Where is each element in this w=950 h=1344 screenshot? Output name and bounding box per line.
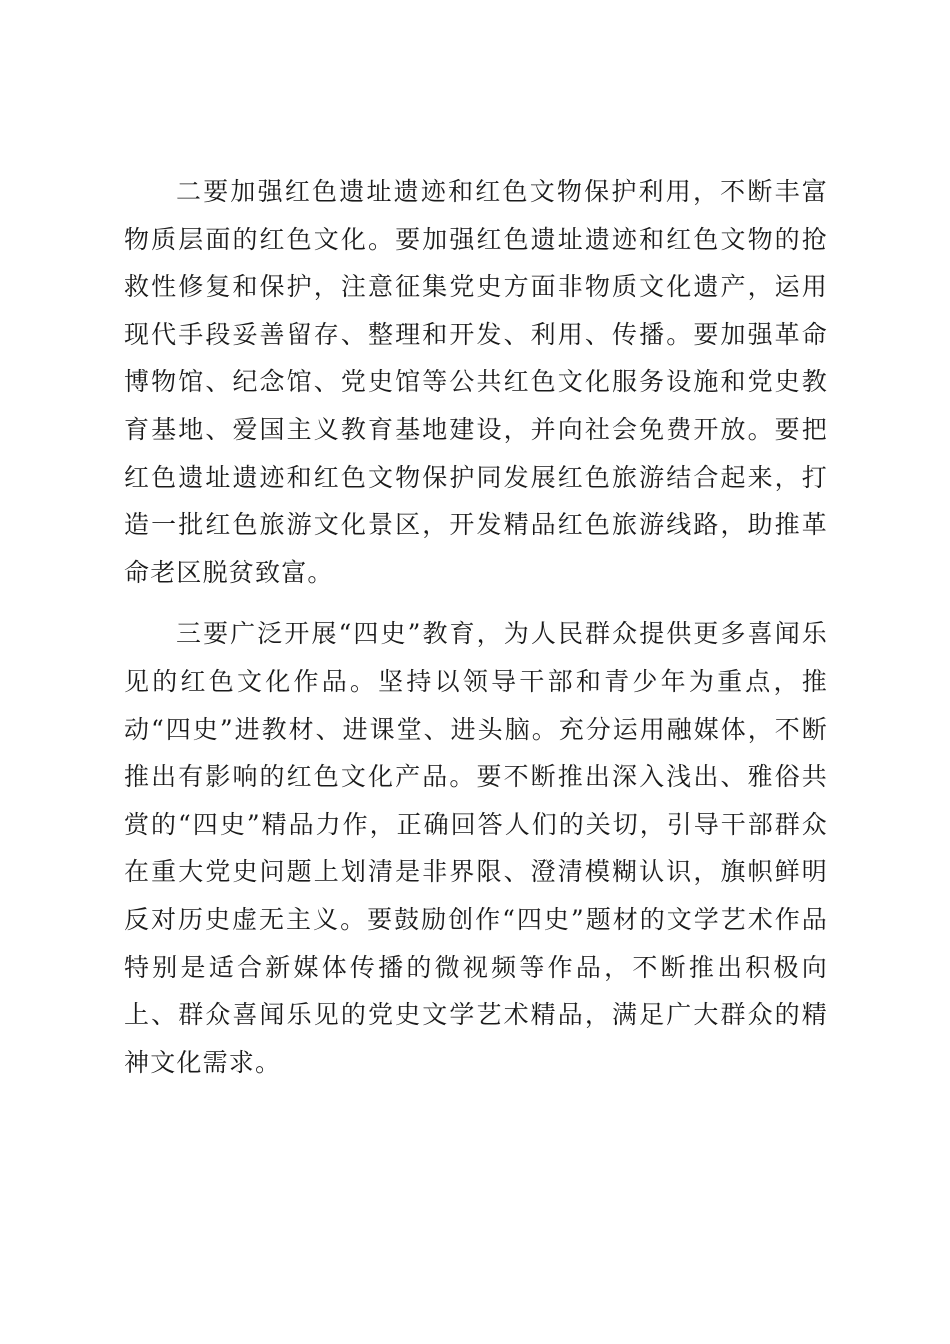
document-body <box>124 168 828 1086</box>
paragraph-four-histories-education: 三要广泛开展“四史”教育，为人民群众提供更多喜闻乐见的红色文化作品。坚持以领导干部和青少年为重点，推动“四史”进教材、进课堂、进头脑。充分运用融媒体，不断推出有影响的红色文化产品。要不断推出深入浅出、雅俗共赏的“四史”精品力作，正确回答人们的关切，引导干部群众在重大党史问题上划清是非界限、澄清模糊认识，旗帜鲜明反对历史虚无主义。要鼓励创作“四史”题材的文学艺术作品特别是适合新媒体传播的微视频等作品，不断推出积极向上、群众喜闻乐见的党史文学艺术精品，满足广大群众的精神文化需求。 <box>124 619 828 1077</box>
paragraph-red-sites-protection: 二要加强红色遗址遗迹和红色文物保护利用，不断丰富物质层面的红色文化。要加强红色遗址遗迹和红色文物的抢救性修复和保护，注意征集党史方面非物质文化遗产，运用现代手段妥善留存、整理和开发、利用、传播。要加强革命博物馆、纪念馆、党史馆等公共红色文化服务设施和党史教育基地、爱国主义教育基地建设，并向社会免费开放。要把红色遗址遗迹和红色文物保护同发展红色旅游结合起来，打造一批红色旅游文化景区，开发精品红色旅游线路，助推革命老区脱贫致富。 <box>124 177 828 587</box>
